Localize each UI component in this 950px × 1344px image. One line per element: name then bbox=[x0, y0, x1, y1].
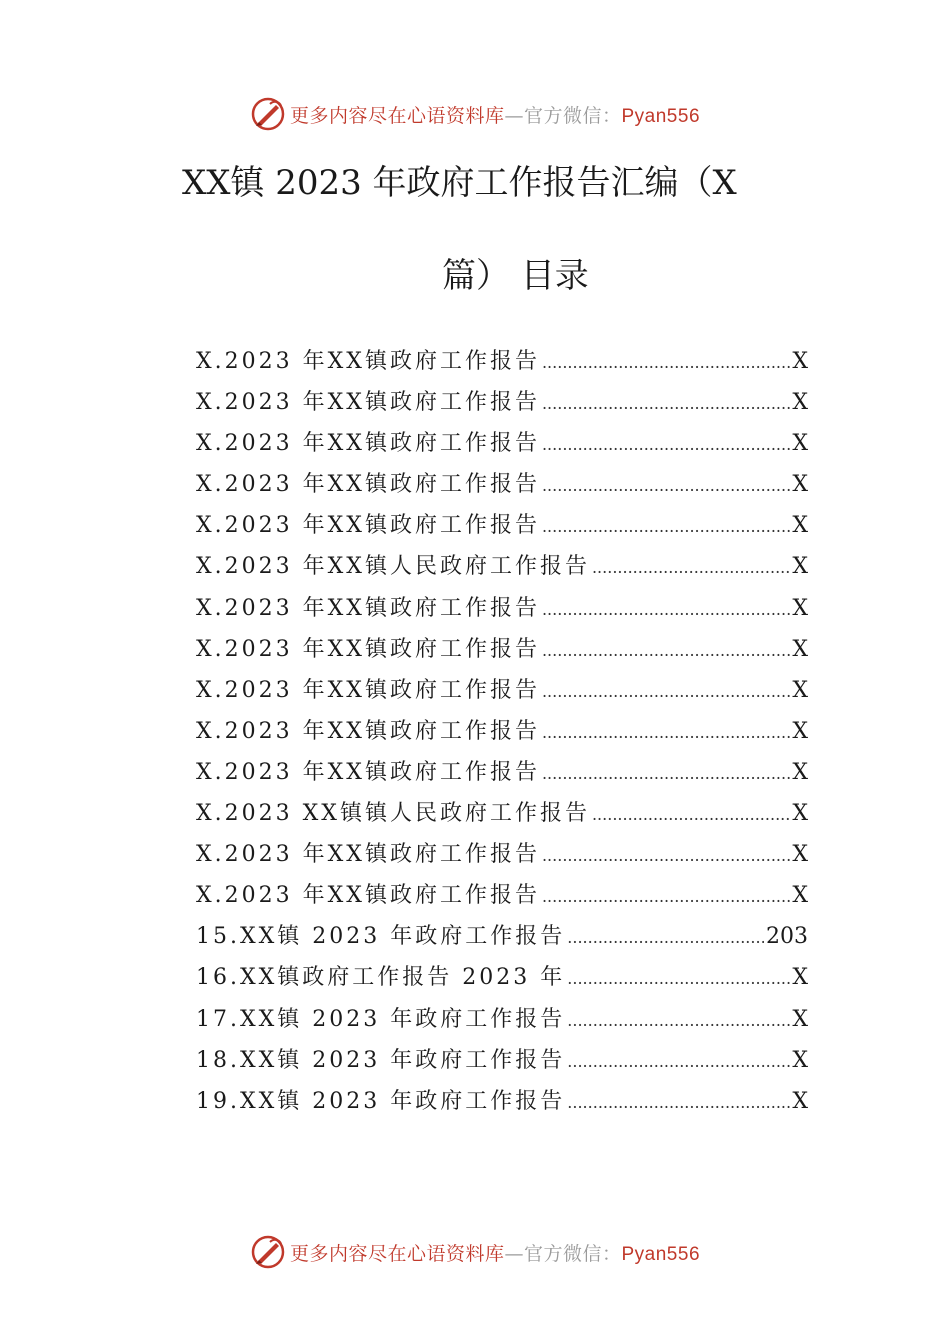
toc-entry-label: X.2023 年XX镇政府工作报告 bbox=[196, 472, 540, 498]
toc-entry-page: X bbox=[792, 801, 808, 827]
toc-entry-page: X bbox=[792, 513, 808, 539]
header-watermark-banner bbox=[0, 94, 950, 134]
toc-entry[interactable] bbox=[196, 755, 808, 796]
toc-dot-leader bbox=[542, 723, 790, 742]
toc-entry[interactable] bbox=[196, 960, 808, 1001]
toc-entry[interactable] bbox=[196, 508, 808, 549]
toc-entry[interactable] bbox=[196, 714, 808, 755]
toc-entry-label: X.2023 年XX镇人民政府工作报告 bbox=[196, 554, 590, 580]
document-title-line1: XX镇 2023 年政府工作报告汇编（X bbox=[182, 163, 737, 203]
toc-dot-leader bbox=[542, 394, 790, 413]
banner-dash: — bbox=[504, 104, 524, 127]
toc-entry-label: 15.XX镇 2023 年政府工作报告 bbox=[196, 924, 566, 950]
toc-entry-label: 18.XX镇 2023 年政府工作报告 bbox=[196, 1047, 566, 1073]
toc-entry[interactable] bbox=[196, 1002, 808, 1043]
toc-entry-page: X bbox=[792, 677, 808, 703]
banner-dash: — bbox=[504, 1242, 524, 1265]
toc-entry[interactable] bbox=[196, 426, 808, 467]
toc-entry-label: X.2023 年XX镇政府工作报告 bbox=[196, 513, 540, 539]
toc-entry[interactable] bbox=[196, 385, 808, 426]
toc-entry[interactable] bbox=[196, 632, 808, 673]
footer-watermark-banner bbox=[0, 1232, 950, 1272]
toc-entry-label: X.2023 年XX镇政府工作报告 bbox=[196, 349, 540, 374]
banner-official-label: 官方微信： bbox=[523, 104, 622, 127]
toc-entry-page: X bbox=[792, 431, 808, 457]
banner-text bbox=[290, 1239, 700, 1266]
pen-seal-icon bbox=[250, 96, 286, 132]
banner-wechat-id: Pyan556 bbox=[621, 1243, 701, 1265]
toc-entry[interactable] bbox=[196, 591, 808, 632]
toc-dot-leader bbox=[542, 682, 790, 701]
toc-entry-page: X bbox=[792, 718, 808, 744]
toc-entry[interactable] bbox=[196, 673, 808, 714]
toc-dot-leader bbox=[567, 1011, 790, 1030]
toc-dot-leader bbox=[542, 887, 790, 906]
toc-entry-page: X bbox=[792, 1006, 808, 1032]
toc-entry-label: X.2023 年XX镇政府工作报告 bbox=[196, 677, 540, 703]
toc-entry[interactable] bbox=[196, 549, 808, 590]
toc-dot-leader bbox=[542, 353, 790, 372]
toc-dot-leader bbox=[567, 1093, 790, 1112]
toc-dot-leader bbox=[542, 476, 790, 495]
toc-entry-page: X bbox=[792, 390, 808, 416]
toc-dot-leader bbox=[542, 600, 790, 619]
banner-official-label: 官方微信： bbox=[523, 1242, 622, 1265]
toc-entry-label: X.2023 XX镇镇人民政府工作报告 bbox=[196, 801, 590, 827]
toc-entry[interactable] bbox=[196, 467, 808, 508]
table-of-contents bbox=[196, 344, 808, 1125]
toc-entry[interactable] bbox=[196, 878, 808, 919]
toc-entry-label: 16.XX镇政府工作报告 2023 年 bbox=[196, 965, 566, 991]
toc-entry-label: X.2023 年XX镇政府工作报告 bbox=[196, 883, 540, 909]
toc-entry-page: X bbox=[792, 554, 808, 580]
toc-entry[interactable] bbox=[196, 344, 808, 385]
toc-entry-page: X bbox=[792, 1047, 808, 1073]
toc-dot-leader bbox=[542, 517, 790, 536]
toc-entry-page: X bbox=[792, 1088, 808, 1114]
toc-entry-page: X bbox=[792, 759, 808, 785]
document-title-line2: 篇） 目录 bbox=[442, 256, 589, 296]
toc-entry-page: X bbox=[792, 636, 808, 662]
toc-dot-leader bbox=[542, 641, 790, 660]
toc-entry-label: 17.XX镇 2023 年政府工作报告 bbox=[196, 1006, 566, 1032]
pen-seal-icon bbox=[250, 1234, 286, 1270]
toc-entry-page: X bbox=[792, 842, 808, 868]
toc-dot-leader bbox=[542, 764, 790, 783]
toc-dot-leader bbox=[592, 805, 790, 824]
toc-entry[interactable] bbox=[196, 796, 808, 837]
toc-entry-page: X bbox=[792, 349, 808, 374]
banner-text-main: 更多内容尽在心语资料库 bbox=[289, 104, 505, 127]
toc-entry-label: X.2023 年XX镇政府工作报告 bbox=[196, 842, 540, 868]
toc-dot-leader bbox=[567, 928, 764, 947]
toc-entry-label: X.2023 年XX镇政府工作报告 bbox=[196, 636, 540, 662]
banner-wechat-id: Pyan556 bbox=[621, 105, 701, 127]
toc-entry-page: X bbox=[792, 472, 808, 498]
toc-entry[interactable] bbox=[196, 1084, 808, 1125]
toc-dot-leader bbox=[567, 969, 790, 988]
toc-entry-page: X bbox=[792, 595, 808, 621]
toc-entry-page: 203 bbox=[766, 924, 808, 950]
banner-text-main: 更多内容尽在心语资料库 bbox=[289, 1242, 505, 1265]
toc-entry[interactable] bbox=[196, 837, 808, 878]
toc-entry[interactable] bbox=[196, 919, 808, 960]
toc-entry-page: X bbox=[792, 965, 808, 991]
toc-dot-leader bbox=[567, 1052, 790, 1071]
toc-dot-leader bbox=[592, 558, 790, 577]
toc-dot-leader bbox=[542, 435, 790, 454]
toc-entry-label: X.2023 年XX镇政府工作报告 bbox=[196, 595, 540, 621]
banner-text bbox=[290, 101, 700, 128]
toc-entry-page: X bbox=[792, 883, 808, 909]
toc-entry-label: X.2023 年XX镇政府工作报告 bbox=[196, 759, 540, 785]
toc-entry-label: X.2023 年XX镇政府工作报告 bbox=[196, 390, 540, 416]
toc-entry-label: X.2023 年XX镇政府工作报告 bbox=[196, 718, 540, 744]
toc-entry-label: 19.XX镇 2023 年政府工作报告 bbox=[196, 1088, 566, 1114]
toc-entry-label: X.2023 年XX镇政府工作报告 bbox=[196, 431, 540, 457]
toc-entry[interactable] bbox=[196, 1043, 808, 1084]
toc-dot-leader bbox=[542, 846, 790, 865]
